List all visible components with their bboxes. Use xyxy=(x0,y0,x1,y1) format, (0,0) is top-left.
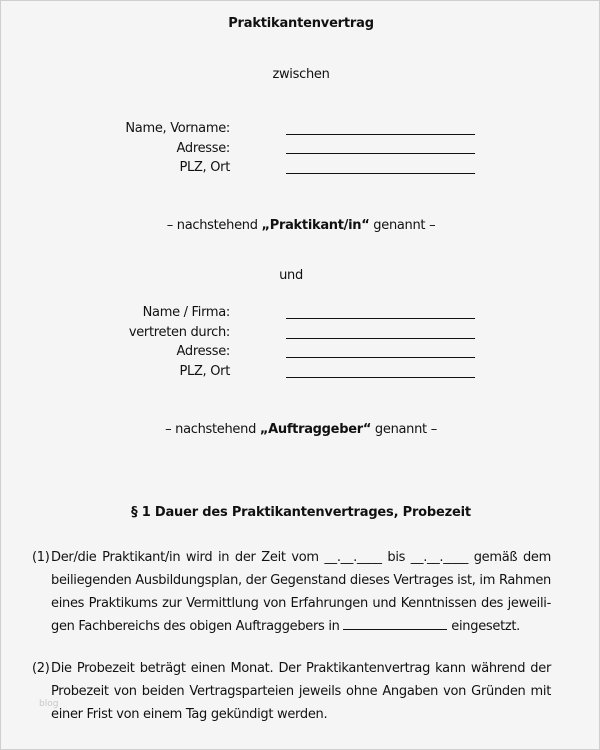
text-segment: eingesetzt. xyxy=(451,619,521,634)
document-title: Praktikantenvertrag xyxy=(228,16,374,31)
intern-designation xyxy=(1,218,600,233)
paragraph-line: beiliegenden Ausbildungsplan, der Gegenstand dieses Vertrages ist, im Rahmen xyxy=(51,573,551,588)
paragraph-2 xyxy=(32,657,551,726)
designation-name: „Auftraggeber“ xyxy=(259,422,372,437)
designation-name: „Praktikant/in“ xyxy=(261,218,370,233)
field-label-zip-city: PLZ, Ort xyxy=(179,160,230,175)
text-segment: Der/die Praktikant/in wird in der Zeit vom xyxy=(51,550,319,565)
paragraph-number: (2) xyxy=(32,661,50,676)
field-label-represented-by: vertreten durch: xyxy=(128,325,230,340)
paragraph-line: Die Probezeit beträgt einen Monat. Der Praktikantenvertrag kann während der xyxy=(51,661,551,676)
text-segment: bis xyxy=(387,550,406,565)
field-label-company: Name / Firma: xyxy=(142,305,230,320)
section-heading: § 1 Dauer des Praktikantenvertrages, Probezeit xyxy=(131,505,471,520)
date-to-blank[interactable]: __.__.____ xyxy=(410,550,469,565)
paragraph-line: Probezeit von beiden Vertragsparteien jeweils ohne Angaben von Gründen mit xyxy=(51,684,551,699)
field-line-represented-by[interactable] xyxy=(286,338,475,339)
watermark: blog xyxy=(39,699,59,709)
field-line-company[interactable] xyxy=(286,318,475,319)
field-label-client-address: Adresse: xyxy=(176,344,230,359)
designation-prefix: – nachstehend xyxy=(166,218,262,233)
field-label-name: Name, Vorname: xyxy=(125,121,230,136)
field-label-address: Adresse: xyxy=(176,141,230,156)
and-label: und xyxy=(279,268,303,283)
paragraph-number: (1) xyxy=(32,550,50,565)
paragraph-1 xyxy=(32,546,551,638)
client-designation xyxy=(1,422,600,437)
paragraph-line xyxy=(51,615,551,638)
designation-suffix: genannt – xyxy=(369,218,436,233)
field-label-client-zip-city: PLZ, Ort xyxy=(179,364,230,379)
field-line-name[interactable] xyxy=(286,134,475,135)
field-line-client-zip-city[interactable] xyxy=(286,377,475,378)
date-from-blank[interactable]: __.__.____ xyxy=(324,550,382,565)
field-line-address[interactable] xyxy=(286,153,475,154)
designation-suffix: genannt – xyxy=(371,422,437,437)
paragraph-line xyxy=(51,546,551,569)
field-line-client-address[interactable] xyxy=(286,357,475,358)
paragraph-line: eines Praktikums zur Vermittlung von Erfahrungen und Kenntnissen des jeweili- xyxy=(51,596,551,611)
between-label: zwischen xyxy=(272,67,330,82)
text-segment: gemäß dem xyxy=(473,550,551,565)
designation-prefix: – nachstehend xyxy=(165,422,260,437)
department-blank[interactable] xyxy=(343,619,447,630)
paragraph-line: einer Frist von einem Tag gekündigt werden. xyxy=(51,707,328,722)
field-line-zip-city[interactable] xyxy=(286,173,475,174)
text-segment: gen Fachbereichs des obigen Auftraggebers in xyxy=(51,619,340,634)
